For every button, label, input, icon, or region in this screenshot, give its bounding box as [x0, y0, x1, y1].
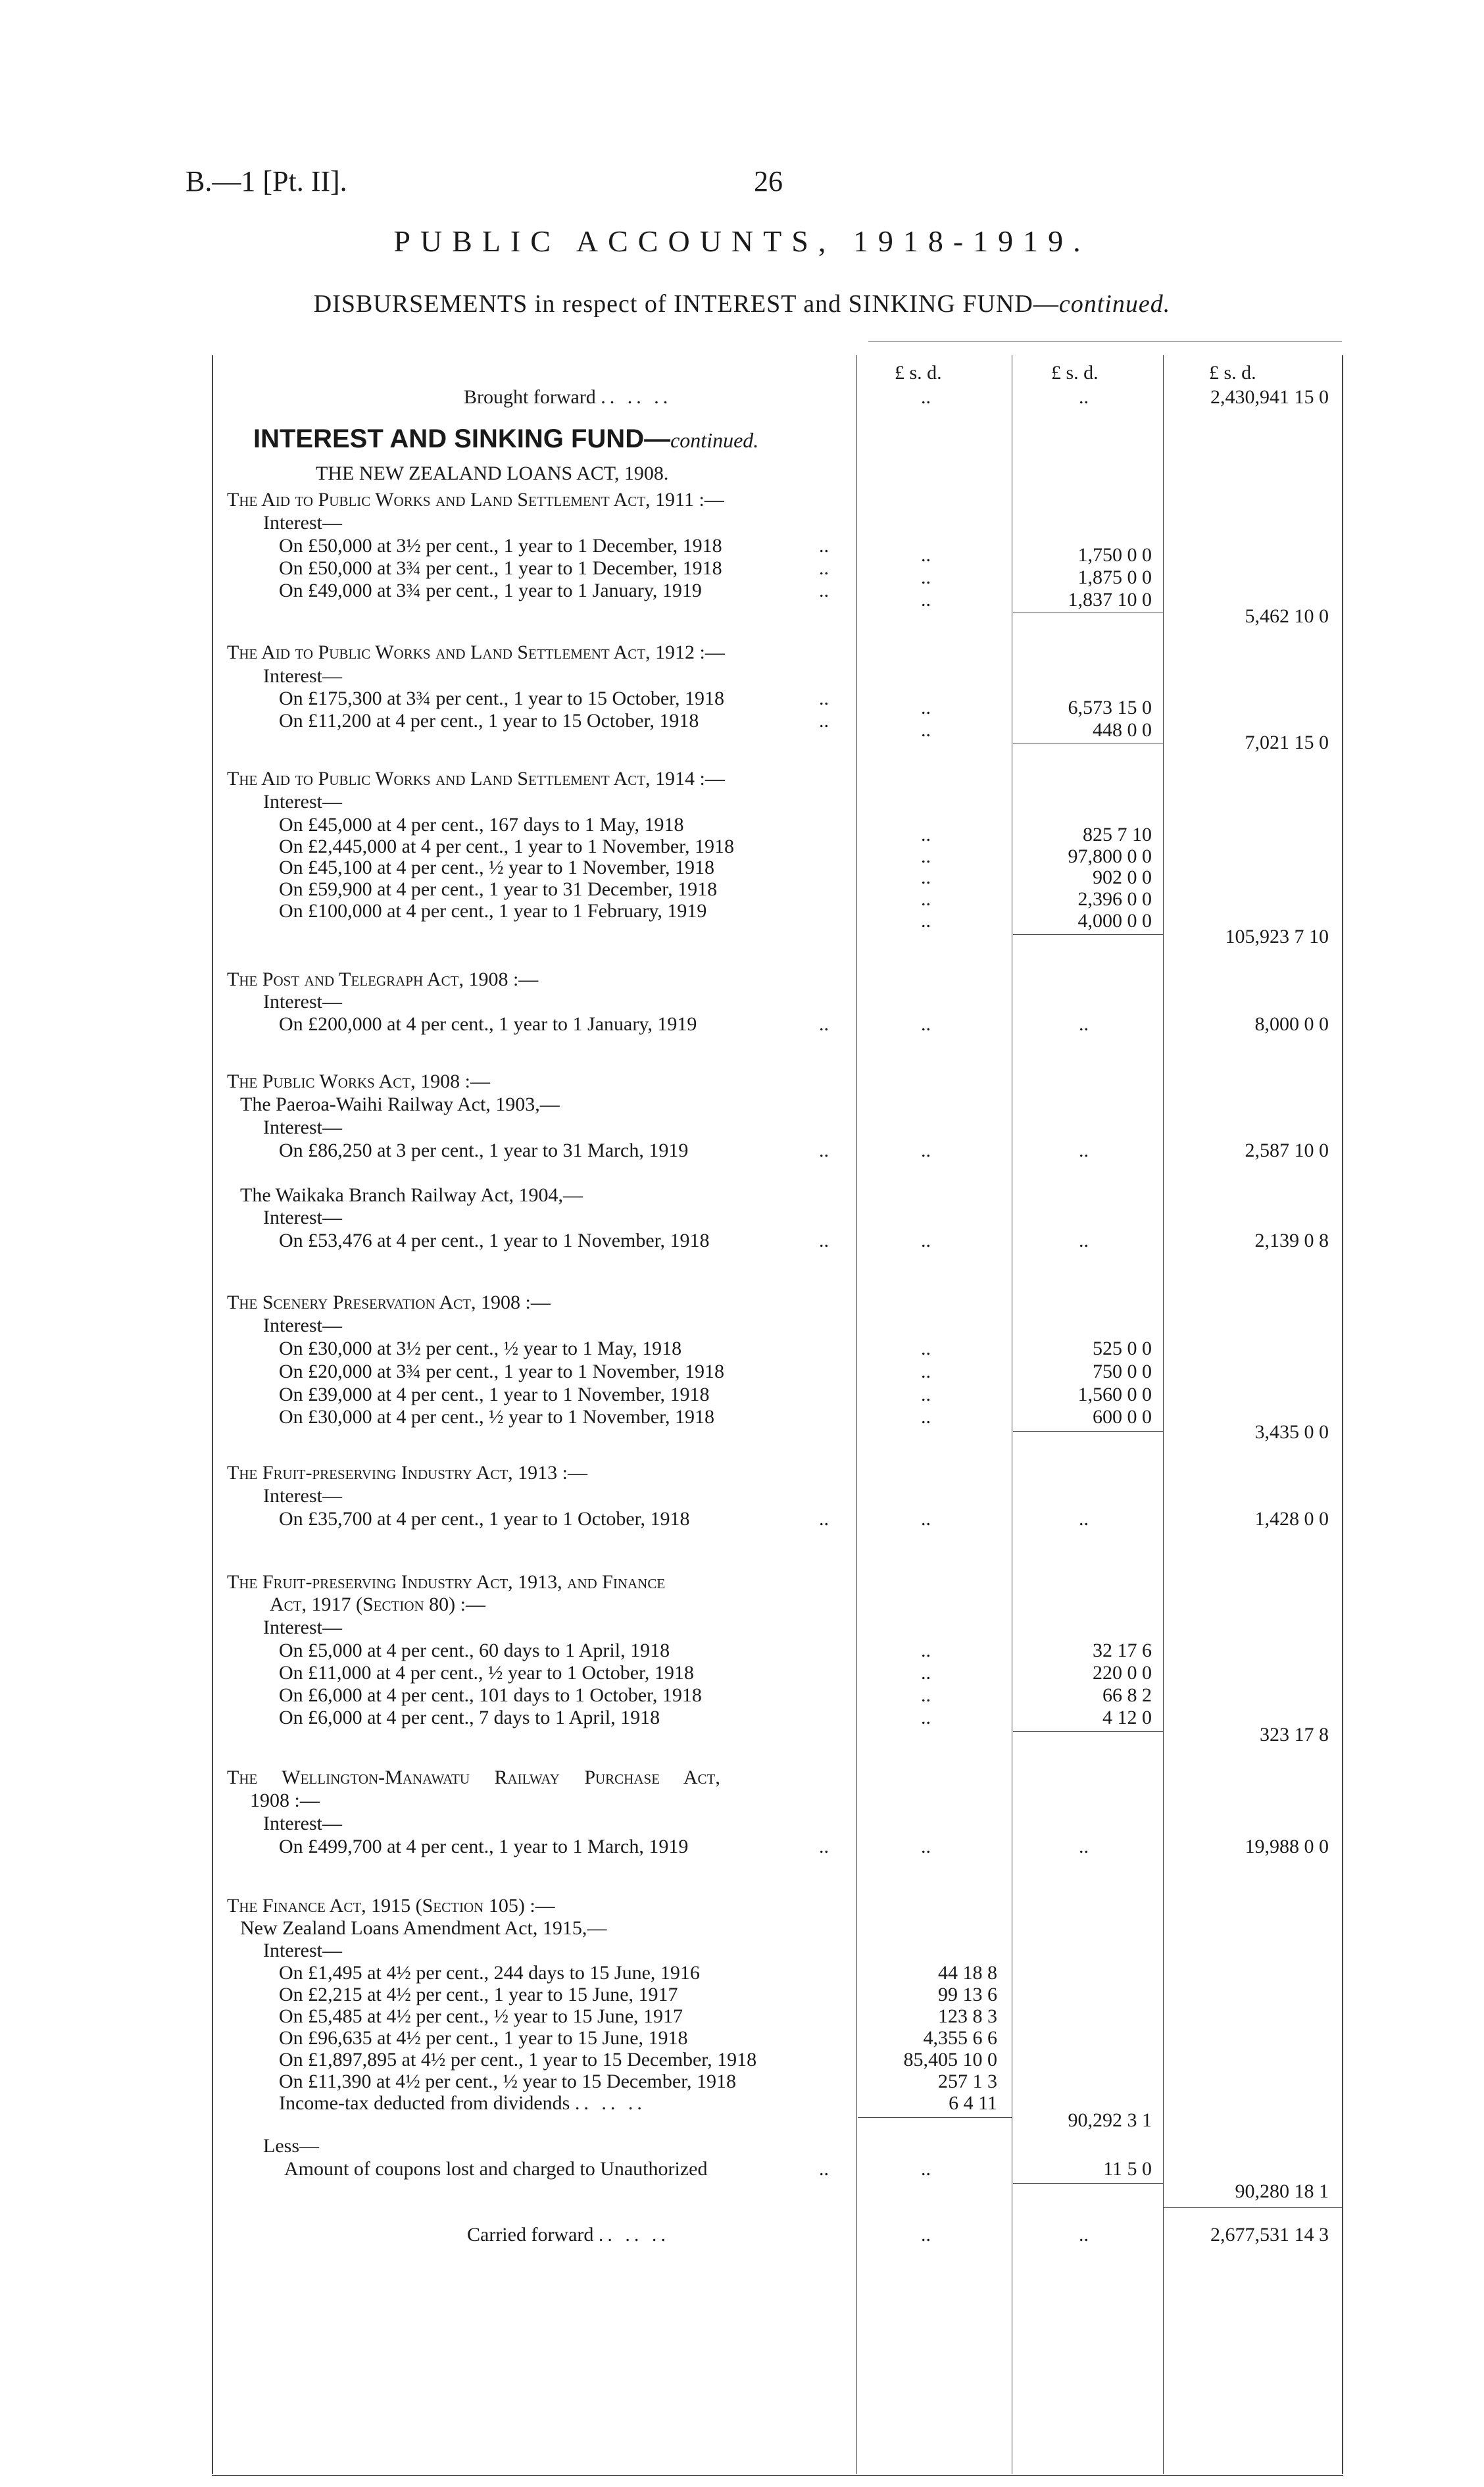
- act-1914-amount-4: 2,396 0 0: [1077, 888, 1152, 910]
- dots-scenery-c: ..: [921, 1384, 931, 1405]
- dots-1911-b: ..: [819, 557, 829, 579]
- scenery-sum-rule: [1013, 1431, 1163, 1432]
- act-1914-row-2: On £2,445,000 at 4 per cent., 1 year to 1 November, 1918: [279, 836, 734, 857]
- act-1912-title: The Aid to Public Works and Land Settlement Act, 1912 :—: [227, 641, 725, 663]
- section-heading-main: INTEREST AND SINKING FUND—: [253, 424, 671, 453]
- dots-waikaka-c: ..: [1079, 1230, 1089, 1251]
- finance-1915-row-3: On £5,485 at 4½ per cent., ½ year to 15 June, 1917: [279, 2005, 683, 2027]
- scenery-row-4: On £30,000 at 4 per cent., ½ year to 1 November, 1918: [279, 1406, 714, 1428]
- scenery-amount-3: 1,560 0 0: [1077, 1384, 1152, 1405]
- paeroa-total: 2,587 10 0: [1245, 1140, 1329, 1161]
- act-1914-amount-1: 825 7 10: [1083, 824, 1152, 845]
- fruit-finance-amount-2: 220 0 0: [1093, 1662, 1152, 1684]
- finance-1915-less: Less—: [263, 2135, 319, 2157]
- act-1914-row-3: On £45,100 at 4 per cent., ½ year to 1 November, 1918: [279, 857, 714, 878]
- dots-1914-a: ..: [921, 824, 931, 845]
- finance-1915-amount-6: 257 1 3: [938, 2071, 997, 2092]
- carried-forward-c2: ..: [1079, 2224, 1089, 2246]
- finance-1915-row-1: On £1,495 at 4½ per cent., 244 days to 15 June, 1916: [279, 1962, 700, 1984]
- scenery-row-1: On £30,000 at 3½ per cent., ½ year to 1 May, 1918: [279, 1338, 682, 1359]
- carried-forward-rule: [1163, 2207, 1342, 2208]
- finance-1915-amount-5: 85,405 10 0: [903, 2049, 997, 2071]
- post-telegraph-total: 8,000 0 0: [1254, 1013, 1329, 1035]
- fruit-finance-amount-3: 66 8 2: [1102, 1684, 1152, 1706]
- dots-1914-d: ..: [921, 888, 931, 910]
- scenery-interest: Interest—: [263, 1315, 342, 1336]
- dots-paeroa-a: ..: [819, 1140, 829, 1161]
- column-heading-1: £ s. d.: [895, 362, 942, 384]
- table-left-rule: [212, 355, 213, 2474]
- act-1912-row-1: On £175,300 at 3¾ per cent., 1 year to 15 October, 1918: [279, 688, 724, 709]
- act-1914-row-1: On £45,000 at 4 per cent., 167 days to 1 May, 1918: [279, 814, 684, 836]
- dots-1914-c: ..: [921, 867, 931, 888]
- column-rule-3: [1163, 355, 1164, 2474]
- dots-paeroa-b: ..: [921, 1140, 931, 1161]
- finance-1915-row-5: On £1,897,895 at 4½ per cent., 1 year to 15 December, 1918: [279, 2049, 757, 2071]
- carried-forward-label: Carried forward .. .. ..: [467, 2224, 670, 2246]
- dots-ff-d: ..: [921, 1707, 931, 1728]
- finance-1915-total: 90,280 18 1: [1235, 2180, 1329, 2202]
- scenery-row-3: On £39,000 at 4 per cent., 1 year to 1 November, 1918: [279, 1384, 710, 1405]
- fruit-finance-row-3: On £6,000 at 4 per cent., 101 days to 1 October, 1918: [279, 1684, 702, 1706]
- column-rule-1: [856, 355, 857, 2474]
- dots-1911-d: ..: [921, 544, 931, 566]
- dots-scenery-d: ..: [921, 1406, 931, 1428]
- wellington-row: On £499,700 at 4 per cent., 1 year to 1 March, 1919: [279, 1836, 689, 1857]
- finance-1915-coupons-value: 11 5 0: [1103, 2158, 1152, 2180]
- act-1914-sum-rule: [1013, 934, 1163, 935]
- subtitle-continued: continued.: [1058, 290, 1171, 318]
- paeroa-heading: The Paeroa-Waihi Railway Act, 1903,—: [240, 1093, 560, 1115]
- finance-1915-interest: Interest—: [263, 1940, 342, 1961]
- brought-forward-total: 2,430,941 15 0: [1210, 386, 1329, 408]
- wellington-title-1: The Wellington-Manawatu Railway Purchase Act,: [227, 1767, 720, 1788]
- loans-act-heading: THE NEW ZEALAND LOANS ACT, 1908.: [316, 463, 669, 484]
- dots-coupons-b: ..: [921, 2158, 931, 2180]
- dots-1912-a: ..: [819, 688, 829, 709]
- dots-1912-d: ..: [921, 719, 931, 741]
- finance-1915-net-rule: [1013, 2183, 1163, 2184]
- wellington-total: 19,988 0 0: [1245, 1836, 1329, 1857]
- dots-fruit-b: ..: [921, 1508, 931, 1530]
- scenery-title: The Scenery Preservation Act, 1908 :—: [227, 1292, 551, 1313]
- act-1914-total: 105,923 7 10: [1225, 926, 1329, 947]
- finance-1915-sum-rule: [858, 2117, 1012, 2118]
- finance-1915-subtotal: 90,292 3 1: [1068, 2109, 1152, 2131]
- act-1914-title: The Aid to Public Works and Land Settlement Act, 1914 :—: [227, 768, 725, 790]
- post-telegraph-title: The Post and Telegraph Act, 1908 :—: [227, 968, 539, 990]
- act-1911-total: 5,462 10 0: [1245, 605, 1329, 627]
- carried-forward-total: 2,677,531 14 3: [1210, 2224, 1329, 2246]
- finance-1915-row-2: On £2,215 at 4½ per cent., 1 year to 15 June, 1917: [279, 1984, 678, 2005]
- table-bottom-rule: [212, 2475, 1343, 2476]
- section-heading-continued: continued.: [670, 428, 759, 452]
- dots-post-a: ..: [819, 1013, 829, 1035]
- finance-1915-row-4: On £96,635 at 4½ per cent., 1 year to 15 June, 1918: [279, 2027, 688, 2049]
- waikaka-row: On £53,476 at 4 per cent., 1 year to 1 November, 1918: [279, 1230, 710, 1251]
- dots-1912-c: ..: [921, 697, 931, 718]
- fruit-1913-total: 1,428 0 0: [1254, 1508, 1329, 1530]
- dots-post-b: ..: [921, 1013, 931, 1035]
- dots-coupons-a: ..: [819, 2158, 829, 2180]
- dots-scenery-b: ..: [921, 1361, 931, 1382]
- act-1911-amount-3: 1,837 10 0: [1068, 589, 1152, 611]
- waikaka-heading: The Waikaka Branch Railway Act, 1904,—: [240, 1184, 583, 1206]
- post-telegraph-interest: Interest—: [263, 991, 342, 1013]
- dots-1911-a: ..: [819, 535, 829, 557]
- fruit-finance-title-1: The Fruit-preserving Industry Act, 1913, and Finance: [227, 1571, 666, 1593]
- finance-1915-amount-1: 44 18 8: [938, 1962, 997, 1984]
- scenery-amount-4: 600 0 0: [1093, 1406, 1152, 1428]
- finance-1915-sub: New Zealand Loans Amendment Act, 1915,—: [240, 1917, 607, 1939]
- paeroa-row: On £86,250 at 3 per cent., 1 year to 31 March, 1919: [279, 1140, 689, 1161]
- act-1912-row-2: On £11,200 at 4 per cent., 1 year to 15 October, 1918: [279, 710, 699, 732]
- fruit-finance-sum-rule: [1013, 1731, 1163, 1732]
- act-1911-amount-1: 1,750 0 0: [1077, 544, 1152, 566]
- finance-1915-amount-3: 123 8 3: [938, 2005, 997, 2027]
- act-1912-amount-1: 6,573 15 0: [1068, 697, 1152, 718]
- fruit-finance-row-1: On £5,000 at 4 per cent., 60 days to 1 April, 1918: [279, 1640, 670, 1661]
- act-1914-amount-2: 97,800 0 0: [1068, 845, 1152, 867]
- dots-1911-c: ..: [819, 580, 829, 601]
- paeroa-interest: Interest—: [263, 1117, 342, 1138]
- finance-1915-title: The Finance Act, 1915 (Section 105) :—: [227, 1895, 555, 1917]
- page-title: PUBLIC ACCOUNTS, 1918-1919.: [393, 224, 1091, 258]
- fruit-finance-interest: Interest—: [263, 1617, 342, 1638]
- brought-forward-c1: ..: [921, 386, 931, 408]
- act-1911-row-3: On £49,000 at 3¾ per cent., 1 year to 1 January, 1919: [279, 580, 702, 601]
- brought-forward-label: Brought forward .. .. ..: [464, 386, 672, 408]
- fruit-finance-row-4: On £6,000 at 4 per cent., 7 days to 1 April, 1918: [279, 1707, 660, 1728]
- act-1911-row-1: On £50,000 at 3½ per cent., 1 year to 1 December, 1918: [279, 535, 722, 557]
- column-heading-3: £ s. d.: [1209, 362, 1256, 384]
- dots-1912-b: ..: [819, 710, 829, 732]
- wellington-title-2: 1908 :—: [250, 1790, 320, 1811]
- dots-fruit-a: ..: [819, 1508, 829, 1530]
- waikaka-total: 2,139 0 8: [1254, 1230, 1329, 1251]
- document-section-code: B.—1 [Pt. II].: [186, 165, 347, 197]
- act-1912-interest: Interest—: [263, 665, 342, 687]
- fruit-1913-row: On £35,700 at 4 per cent., 1 year to 1 October, 1918: [279, 1508, 690, 1530]
- dots-1914-e: ..: [921, 910, 931, 932]
- dots-waikaka-b: ..: [921, 1230, 931, 1251]
- wellington-interest: Interest—: [263, 1813, 342, 1834]
- brought-forward-c2: ..: [1079, 386, 1089, 408]
- finance-1915-row-7: Income-tax deducted from dividends .. .. ..: [279, 2092, 646, 2114]
- table-right-rule: [1342, 355, 1343, 2474]
- fruit-finance-row-2: On £11,000 at 4 per cent., ½ year to 1 October, 1918: [279, 1662, 694, 1684]
- finance-1915-row-6: On £11,390 at 4½ per cent., ½ year to 15 December, 1918: [279, 2071, 736, 2092]
- section-heading: [253, 424, 759, 453]
- fruit-1913-interest: Interest—: [263, 1485, 342, 1507]
- act-1914-row-5: On £100,000 at 4 per cent., 1 year to 1 February, 1919: [279, 900, 707, 922]
- subtitle-main: DISBURSEMENTS in respect of INTEREST and SINKING FUND—: [313, 290, 1059, 318]
- scenery-amount-1: 525 0 0: [1093, 1338, 1152, 1359]
- act-1911-amount-2: 1,875 0 0: [1077, 566, 1152, 588]
- dots-ff-c: ..: [921, 1684, 931, 1706]
- dots-well-b: ..: [921, 1836, 931, 1857]
- finance-1915-amount-2: 99 13 6: [938, 1984, 997, 2005]
- dots-paeroa-c: ..: [1079, 1140, 1089, 1161]
- act-1914-amount-3: 902 0 0: [1093, 867, 1152, 888]
- dots-fruit-c: ..: [1079, 1508, 1089, 1530]
- dots-well-c: ..: [1079, 1836, 1089, 1857]
- dots-ff-a: ..: [921, 1640, 931, 1661]
- fruit-1913-title: The Fruit-preserving Industry Act, 1913 :—: [227, 1462, 588, 1484]
- act-1912-total: 7,021 15 0: [1245, 732, 1329, 753]
- public-works-title: The Public Works Act, 1908 :—: [227, 1070, 490, 1092]
- act-1912-amount-2: 448 0 0: [1093, 719, 1152, 741]
- carried-forward-c1: ..: [921, 2224, 931, 2246]
- dots-1911-f: ..: [921, 589, 931, 611]
- dots-1911-e: ..: [921, 566, 931, 588]
- act-1911-interest: Interest—: [263, 512, 342, 534]
- post-telegraph-row: On £200,000 at 4 per cent., 1 year to 1 January, 1919: [279, 1013, 697, 1035]
- scenery-total: 3,435 0 0: [1254, 1421, 1329, 1443]
- fruit-finance-total: 323 17 8: [1260, 1724, 1329, 1746]
- scenery-row-2: On £20,000 at 3¾ per cent., 1 year to 1 November, 1918: [279, 1361, 724, 1382]
- column-heading-2: £ s. d.: [1051, 362, 1099, 384]
- finance-1915-amount-7: 6 4 11: [949, 2092, 997, 2114]
- dots-ff-b: ..: [921, 1662, 931, 1684]
- finance-1915-coupons: Amount of coupons lost and charged to Unauthorized: [284, 2158, 708, 2180]
- act-1911-title: The Aid to Public Works and Land Settlement Act, 1911 :—: [227, 489, 724, 511]
- act-1911-row-2: On £50,000 at 3¾ per cent., 1 year to 1 December, 1918: [279, 557, 722, 579]
- dots-scenery-a: ..: [921, 1338, 931, 1359]
- dots-post-c: ..: [1079, 1013, 1089, 1035]
- scenery-amount-2: 750 0 0: [1093, 1361, 1152, 1382]
- fruit-finance-amount-4: 4 12 0: [1102, 1707, 1152, 1728]
- fruit-finance-title-2: Act, 1917 (Section 80) :—: [270, 1594, 485, 1615]
- act-1914-row-4: On £59,900 at 4 per cent., 1 year to 31 December, 1918: [279, 878, 718, 900]
- fruit-finance-amount-1: 32 17 6: [1093, 1640, 1152, 1661]
- act-1914-interest: Interest—: [263, 791, 342, 813]
- dots-waikaka-a: ..: [819, 1230, 829, 1251]
- finance-1915-amount-4: 4,355 6 6: [923, 2027, 997, 2049]
- dots-1914-b: ..: [921, 845, 931, 867]
- page-number: 26: [754, 165, 783, 197]
- page-subtitle: [0, 289, 1484, 318]
- waikaka-interest: Interest—: [263, 1207, 342, 1228]
- act-1914-amount-5: 4,000 0 0: [1077, 910, 1152, 932]
- dots-well-a: ..: [819, 1836, 829, 1857]
